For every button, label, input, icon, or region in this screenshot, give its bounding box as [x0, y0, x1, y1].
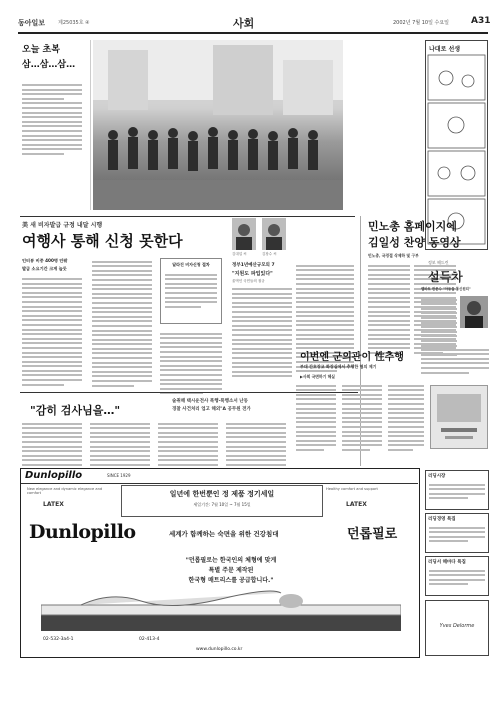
- military-sub: 부대 간호장교 화장실에서 추행한 혐의 제기: [300, 364, 377, 369]
- visa-sub1: 인터뷰 비중 400명 안팎: [22, 258, 68, 263]
- ad-korean-brand: 던롭필로: [347, 527, 398, 542]
- right-ad-1-title: 리딩시장: [428, 474, 446, 479]
- sale-title: 일년에 한번뿐인 정 제품 정기세일: [169, 490, 275, 498]
- visa-sub2: 발급 소요기간 크게 늘듯: [22, 266, 67, 271]
- right-ad-2: [425, 513, 489, 553]
- ad-brand-small: Dunlopillo: [25, 470, 83, 481]
- kt-story: [232, 262, 292, 380]
- right-ad-brand-name: Yves Delorme: [439, 623, 475, 629]
- sale-banner: [121, 485, 323, 517]
- paper-name: 동아일보: [18, 19, 46, 27]
- ad-top-bar: [21, 469, 418, 484]
- feature-title: 설득차: [428, 270, 463, 284]
- military-headline: 이번엔 군의관이 性추행: [300, 352, 404, 363]
- feature-caption: 밸바트 반문수 "아동들 통신원리": [421, 287, 471, 291]
- kt-headline: 정부1년예산규모의 7: [232, 263, 275, 268]
- portrait-right: [262, 218, 286, 250]
- ad-tagline-left: New elegance and dynamic elegance and comfort: [27, 487, 103, 495]
- visa-box-title: 달라진 비자신청 절차: [172, 262, 210, 267]
- today-title-2: 삼…삼…삼…: [22, 60, 76, 70]
- ad-slogan: 세계가 함께하는 숙면을 위한 건강침대: [169, 530, 279, 538]
- ad-phone-2: 02-413-4: [139, 637, 160, 642]
- portrait-left: [232, 218, 256, 250]
- visa-process-box: [160, 258, 222, 324]
- sale-dates: 세일기간: 7월 10일 ~ 7월 15일: [193, 502, 251, 507]
- right-ad-brand: [425, 600, 489, 656]
- military-section: ▶사회 국면하기 헤실: [300, 374, 335, 379]
- portrait-right-caption: 김장수 씨: [262, 252, 277, 256]
- quote-sub2: 경찰 사건처리 업고 해외"A 공무원 전가: [172, 407, 251, 412]
- ad-right-tagline: Healthy comfort and support: [326, 487, 378, 491]
- visa-queue-photo: [93, 40, 343, 210]
- mattress-illustration: [41, 587, 401, 631]
- feature-kicker: 정보 해드린: [428, 260, 449, 265]
- mindong-sub: 민노총, 국경절 삭제하 및 구부: [368, 253, 419, 258]
- quote-sub1: 술취해 택시운전사 폭행·폭행소서 난동: [172, 399, 248, 404]
- side-ad-image: [430, 385, 488, 449]
- ad-latex-left: LATEX: [43, 501, 64, 508]
- visa-story-body: [22, 258, 82, 388]
- header-rule: [18, 32, 488, 34]
- visa-story-headline: 여행사 통해 신청 못한다: [22, 232, 183, 250]
- today-title-1: 오늘 초복: [22, 45, 60, 55]
- issue-date: 2002년 7월 10일 수요일: [393, 20, 450, 26]
- ad-since: SINCE 1929: [107, 473, 131, 478]
- ad-phone-1: 02-532-3a4-1: [43, 637, 74, 642]
- portrait-left-caption: 김대업 씨: [232, 252, 247, 256]
- right-ad-1: [425, 470, 489, 510]
- ad-body-2: 특별 주문 제작된: [208, 567, 254, 574]
- ad-brand-large: Dunlopillo: [29, 521, 136, 543]
- feature-portrait: [460, 296, 488, 328]
- edition-number: 제25035호 ④: [58, 20, 90, 26]
- ad-latex-right: LATEX: [346, 501, 367, 508]
- quote-headline: "감히 검사님을…": [30, 404, 121, 417]
- cartoon-title: 나대로 선생: [429, 46, 461, 53]
- mindong-headline-1: 민노총 홈페이지에: [368, 220, 457, 233]
- right-ad-3-title: 리딩서 해마다 특집: [428, 560, 466, 565]
- visa-story-kicker: 美 새 비자발급 규정 내달 시행: [22, 222, 103, 229]
- right-ad-2-title: 리딩경영 특집: [428, 517, 456, 522]
- ad-body-3: 한국형 매트리스를 공급합니다.": [188, 577, 274, 584]
- ad-website: www.dunlopillo.co.kr: [196, 647, 243, 652]
- kt-caption: 울먹인 국민들의 절규: [232, 279, 265, 283]
- mindong-headline-2: 김일성 찬양 동영상: [368, 236, 461, 249]
- dunlopillo-ad: [20, 468, 420, 658]
- kt-subhead: "지원도 파업있다": [232, 271, 273, 277]
- section-title: 사회: [233, 17, 255, 30]
- masthead-bar: [18, 15, 491, 31]
- right-ad-3: [425, 556, 489, 596]
- ad-body-1: "던롭필로는 한국인의 체형에 맞게: [185, 557, 277, 564]
- page-number: A31: [471, 16, 491, 26]
